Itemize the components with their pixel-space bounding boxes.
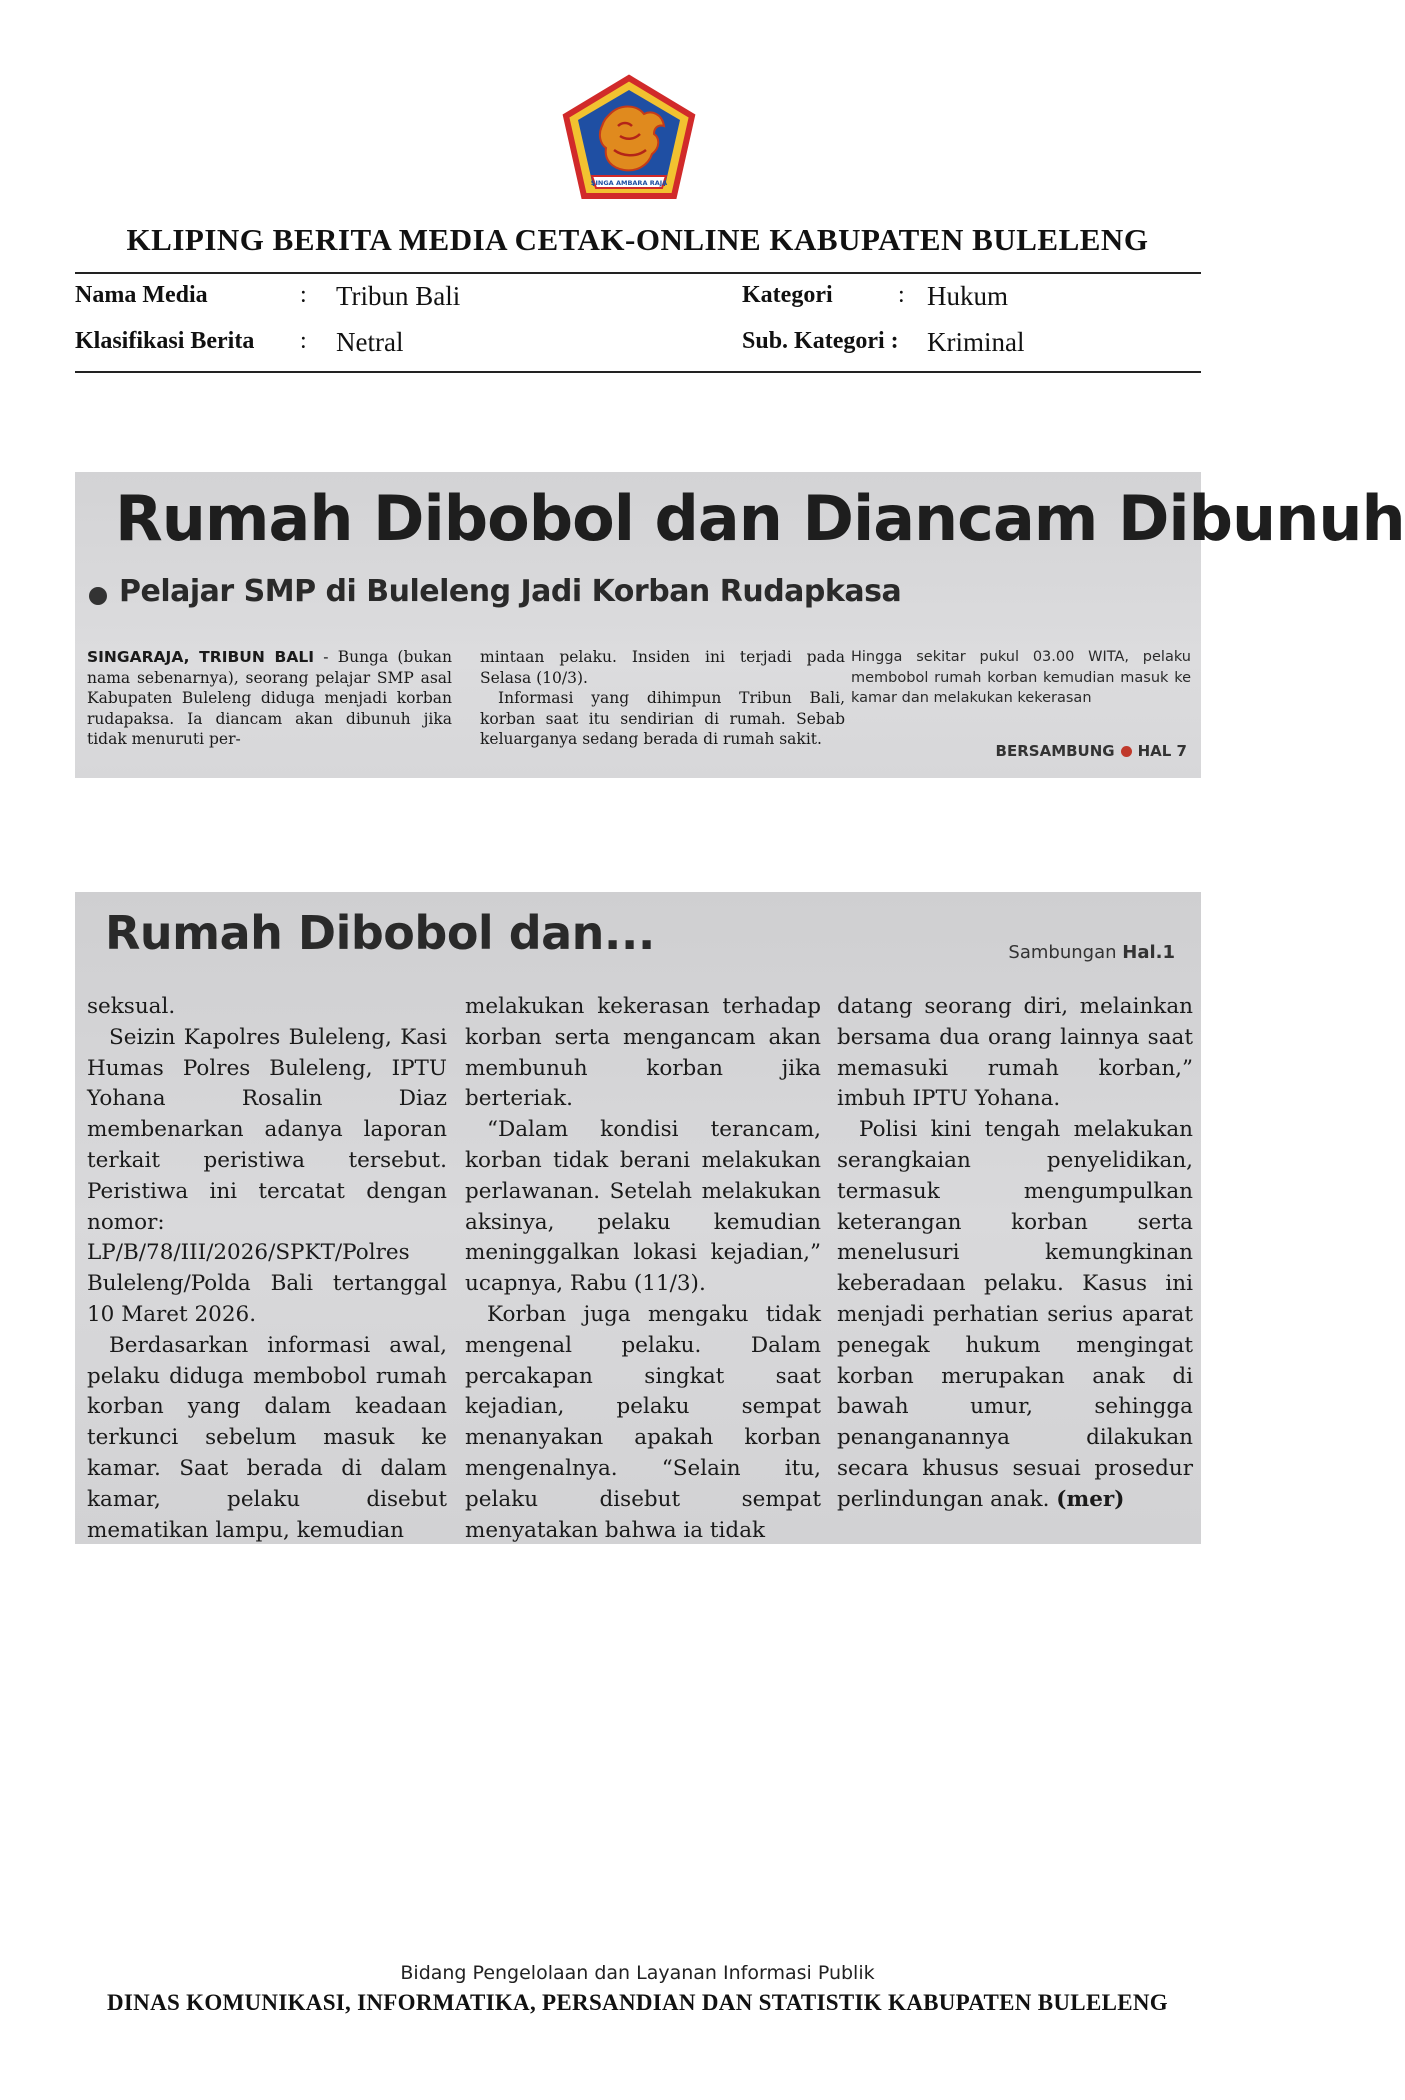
nama-media-colon: :	[300, 282, 307, 308]
continued-marker	[996, 742, 1187, 760]
header-bottom-rule	[75, 371, 1201, 373]
paragraph: melakukan kekerasan terhadap korban serta mengancam akan membunuh korban jika berteriak.	[465, 994, 821, 1112]
continuation-column-1	[87, 992, 447, 1546]
paragraph	[837, 1115, 1193, 1515]
continued-label: BERSAMBUNG	[995, 742, 1115, 760]
news-clipping-continuation	[75, 892, 1201, 1544]
dateline: SINGARAJA, TRIBUN BALI	[87, 648, 314, 666]
sambungan-label: Sambungan	[1008, 942, 1117, 963]
paragraph: “Dalam kondisi terancam, korban tidak berani melakukan perlawanan. Setelah melakukan aksinya, pelaku kemudian meninggalkan lokasi kejadian,” ucapnya, Rabu (11/3).	[465, 1117, 821, 1297]
klasifikasi-label: Klasifikasi Berita	[75, 328, 255, 354]
news-clipping-front	[75, 472, 1405, 778]
continued-page: HAL 7	[1137, 742, 1187, 760]
kategori-value: Hukum	[927, 281, 1008, 311]
kategori-colon: :	[898, 282, 905, 308]
paragraph: Berdasarkan informasi awal, pelaku diduga membobol rumah korban yang dalam keadaan terkunci sebelum masuk ke kamar. Saat berada di dalam kamar, pelaku disebut mematikan lampu, kemudian	[87, 1332, 447, 1543]
paragraph-text: Polisi kini tengah melakukan serangkaian penyelidikan, termasuk mengumpulkan keterangan korban serta menelusuri kemungkinan keberadaan pelaku. Kasus ini menjadi perhatian serius aparat penegak hukum mengingat korban merupakan anak di bawah umur, sehingga penanganannya dilakukan secara khusus sesuai prosedur perlindungan anak.	[837, 1117, 1193, 1512]
bullet-dot-icon	[1121, 746, 1132, 757]
paragraph: Korban juga mengaku tidak mengenal pelaku. Dalam percakapan singkat saat kejadian, pelaku sempat menanyakan apakah korban mengenalnya. “Selain itu, pelaku disebut sempat menyatakan bahwa ia tidak	[465, 1301, 821, 1543]
author-initials: (mer)	[1056, 1486, 1125, 1512]
sub-kategori-label: Sub. Kategori :	[742, 328, 899, 354]
footer-unit: Bidang Pengelolaan dan Layanan Informasi Publik	[400, 1962, 875, 1984]
bullet-icon	[89, 587, 107, 605]
header-top-rule	[75, 272, 1201, 274]
document-title: KLIPING BERITA MEDIA CETAK-ONLINE KABUPATEN BULELENG	[126, 222, 1149, 257]
paragraph: seksual.	[87, 994, 176, 1019]
kategori-label: Kategori	[742, 282, 833, 308]
logo-caption: SINGA AMBARA RAJA	[590, 179, 668, 187]
sub-kategori-value: Kriminal	[927, 327, 1025, 357]
paragraph: datang seorang diri, melainkan bersama dua orang lainnya saat memasuki rumah korban,” imbuh IPTU Yohana.	[837, 994, 1193, 1112]
clipping-column-1	[87, 647, 452, 750]
klasifikasi-colon: :	[300, 328, 307, 354]
paragraph: Seizin Kapolres Buleleng, Kasi Humas Polres Buleleng, IPTU Yohana Rosalin Diaz membenarkan adanya laporan terkait peristiwa tersebut. Peristiwa ini tercatat dengan nomor: LP/B/78/III/2026/SPKT/Polres Buleleng/Polda Bali tertanggal 10 Maret 2026.	[87, 1024, 447, 1327]
continuation-column-2	[465, 992, 821, 1546]
column-2-text-a: mintaan pelaku. Insiden ini terjadi pada Selasa (10/3).	[480, 648, 845, 687]
column-2-text-b: Informasi yang dihimpun Tribun Bali, korban saat itu sendirian di rumah. Sebab keluarganya sedang berada di rumah sakit.	[480, 689, 845, 748]
footer-agency: DINAS KOMUNIKASI, INFORMATIKA, PERSANDIAN DAN STATISTIK KABUPATEN BULELENG	[107, 1990, 1168, 2015]
continuation-headline: Rumah Dibobol dan...	[105, 906, 655, 960]
singa-ambara-raja-logo	[562, 74, 696, 200]
column-1-text: - Bunga (bukan nama sebenarnya), seorang pelajar SMP asal Kabupaten Buleleng diduga menjadi korban rudapaksa. Ia diancam akan dibunuh jika tidak menuruti per-	[87, 648, 453, 748]
clipping-subheadline: Pelajar SMP di Buleleng Jadi Korban Rudapkasa	[119, 574, 902, 609]
nama-media-value: Tribun Bali	[336, 281, 461, 311]
clipping-headline: Rumah Dibobol dan Diancam Dibunuh	[115, 482, 1405, 555]
sambungan-page: Hal.1	[1122, 942, 1175, 963]
continuation-column-3	[837, 992, 1193, 1516]
sambungan-marker	[1008, 942, 1175, 963]
klasifikasi-value: Netral	[336, 327, 404, 357]
nama-media-label: Nama Media	[75, 282, 208, 308]
clipping-column-2	[480, 647, 845, 750]
clipping-column-3: Hingga sekitar pukul 03.00 WITA, pelaku membobol rumah korban kemudian masuk ke kamar dan melakukan kekerasan	[851, 649, 1191, 706]
